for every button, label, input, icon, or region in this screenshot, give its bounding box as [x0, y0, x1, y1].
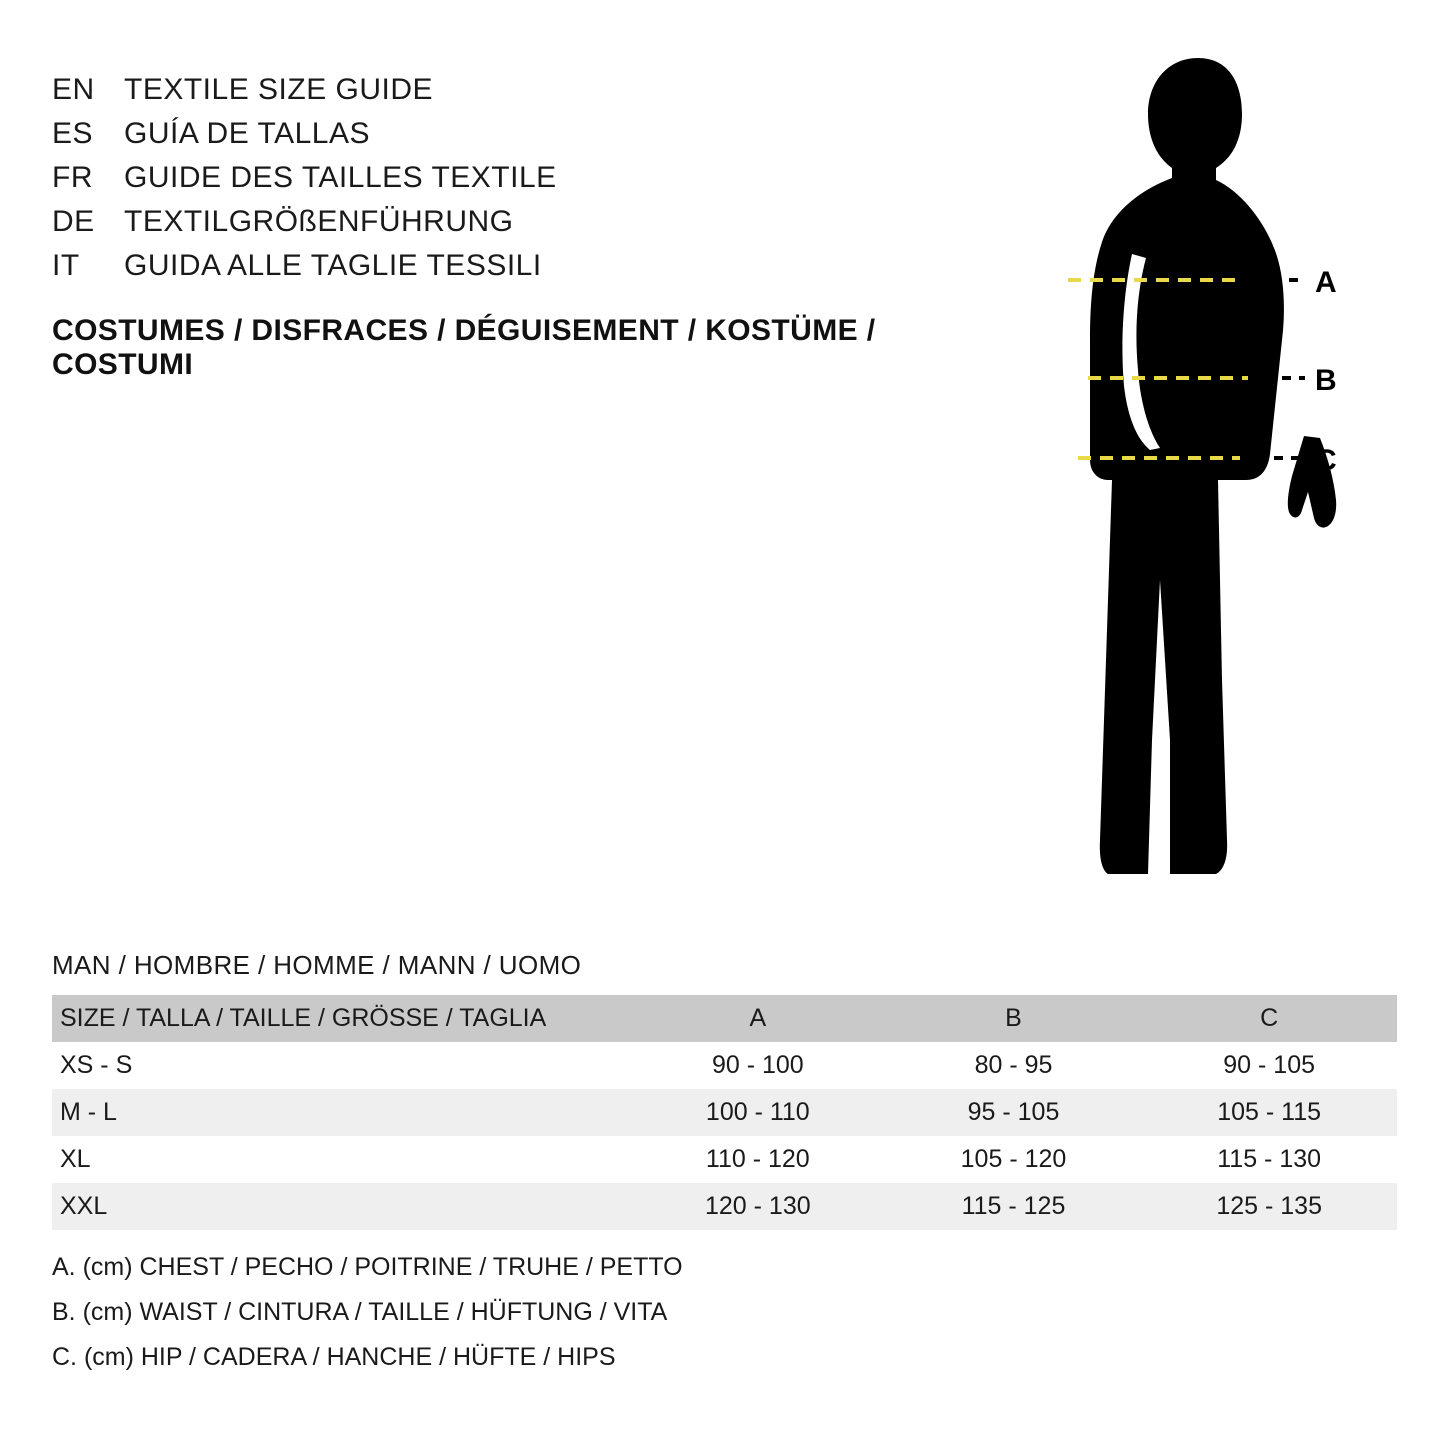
language-title: TEXTILGRÖßENFÜHRUNG — [124, 205, 514, 238]
cell-b: 105 - 120 — [886, 1136, 1142, 1183]
language-code: DE — [52, 205, 95, 238]
table-row — [52, 1136, 1397, 1183]
cell-size: XS - S — [52, 1042, 630, 1089]
size-table — [52, 995, 1397, 1230]
cell-size: XL — [52, 1136, 630, 1183]
table-row — [52, 1183, 1397, 1230]
language-code: FR — [52, 161, 93, 194]
cell-c: 115 - 130 — [1141, 1136, 1397, 1183]
marker-label-a: A — [1315, 266, 1337, 299]
language-header-block — [52, 68, 982, 382]
measurement-legend — [52, 1245, 683, 1380]
language-title: GUIDA ALLE TAGLIE TESSILI — [124, 249, 542, 282]
language-title: GUIDE DES TAILLES TEXTILE — [124, 161, 557, 194]
cell-c: 125 - 135 — [1141, 1183, 1397, 1230]
marker-label-c: C — [1315, 444, 1337, 477]
table-header-c: C — [1141, 995, 1397, 1042]
language-code: ES — [52, 117, 94, 150]
language-row-de — [52, 200, 982, 244]
table-caption: MAN / HOMBRE / HOMME / MANN / UOMO — [52, 950, 582, 980]
cell-a: 110 - 120 — [630, 1136, 886, 1183]
language-row-it — [52, 244, 982, 288]
table-row — [52, 1089, 1397, 1136]
marker-label-b: B — [1315, 364, 1337, 397]
language-title: GUÍA DE TALLAS — [124, 117, 370, 150]
legend-line-b: B. (cm) WAIST / CINTURA / TAILLE / HÜFTUNG / VITA — [52, 1298, 668, 1326]
cell-b: 95 - 105 — [886, 1089, 1142, 1136]
table-header-a: A — [630, 995, 886, 1042]
language-code: IT — [52, 249, 80, 282]
cell-a: 100 - 110 — [630, 1089, 886, 1136]
body-measurement-figure — [960, 30, 1380, 920]
cell-a: 120 - 130 — [630, 1183, 886, 1230]
cell-b: 80 - 95 — [886, 1042, 1142, 1089]
size-table-section — [52, 950, 1397, 1230]
table-header-row — [52, 995, 1397, 1042]
cell-size: XXL — [52, 1183, 630, 1230]
language-row-es — [52, 112, 982, 156]
legend-line-a: A. (cm) CHEST / PECHO / POITRINE / TRUHE / PETTO — [52, 1253, 683, 1281]
table-header-size: SIZE / TALLA / TAILLE / GRÖSSE / TAGLIA — [52, 995, 630, 1042]
language-row-en — [52, 68, 982, 112]
language-row-fr — [52, 156, 982, 200]
category-subtitle: COSTUMES / DISFRACES / DÉGUISEMENT / KOSTÜME / COSTUMI — [52, 314, 876, 381]
cell-a: 90 - 100 — [630, 1042, 886, 1089]
language-title: TEXTILE SIZE GUIDE — [124, 73, 434, 106]
cell-c: 90 - 105 — [1141, 1042, 1397, 1089]
language-code: EN — [52, 73, 95, 106]
table-header-b: B — [886, 995, 1142, 1042]
cell-c: 105 - 115 — [1141, 1089, 1397, 1136]
silhouette-icon — [1090, 58, 1336, 874]
legend-line-c: C. (cm) HIP / CADERA / HANCHE / HÜFTE / HIPS — [52, 1343, 616, 1371]
cell-b: 115 - 125 — [886, 1183, 1142, 1230]
cell-size: M - L — [52, 1089, 630, 1136]
table-row — [52, 1042, 1397, 1089]
